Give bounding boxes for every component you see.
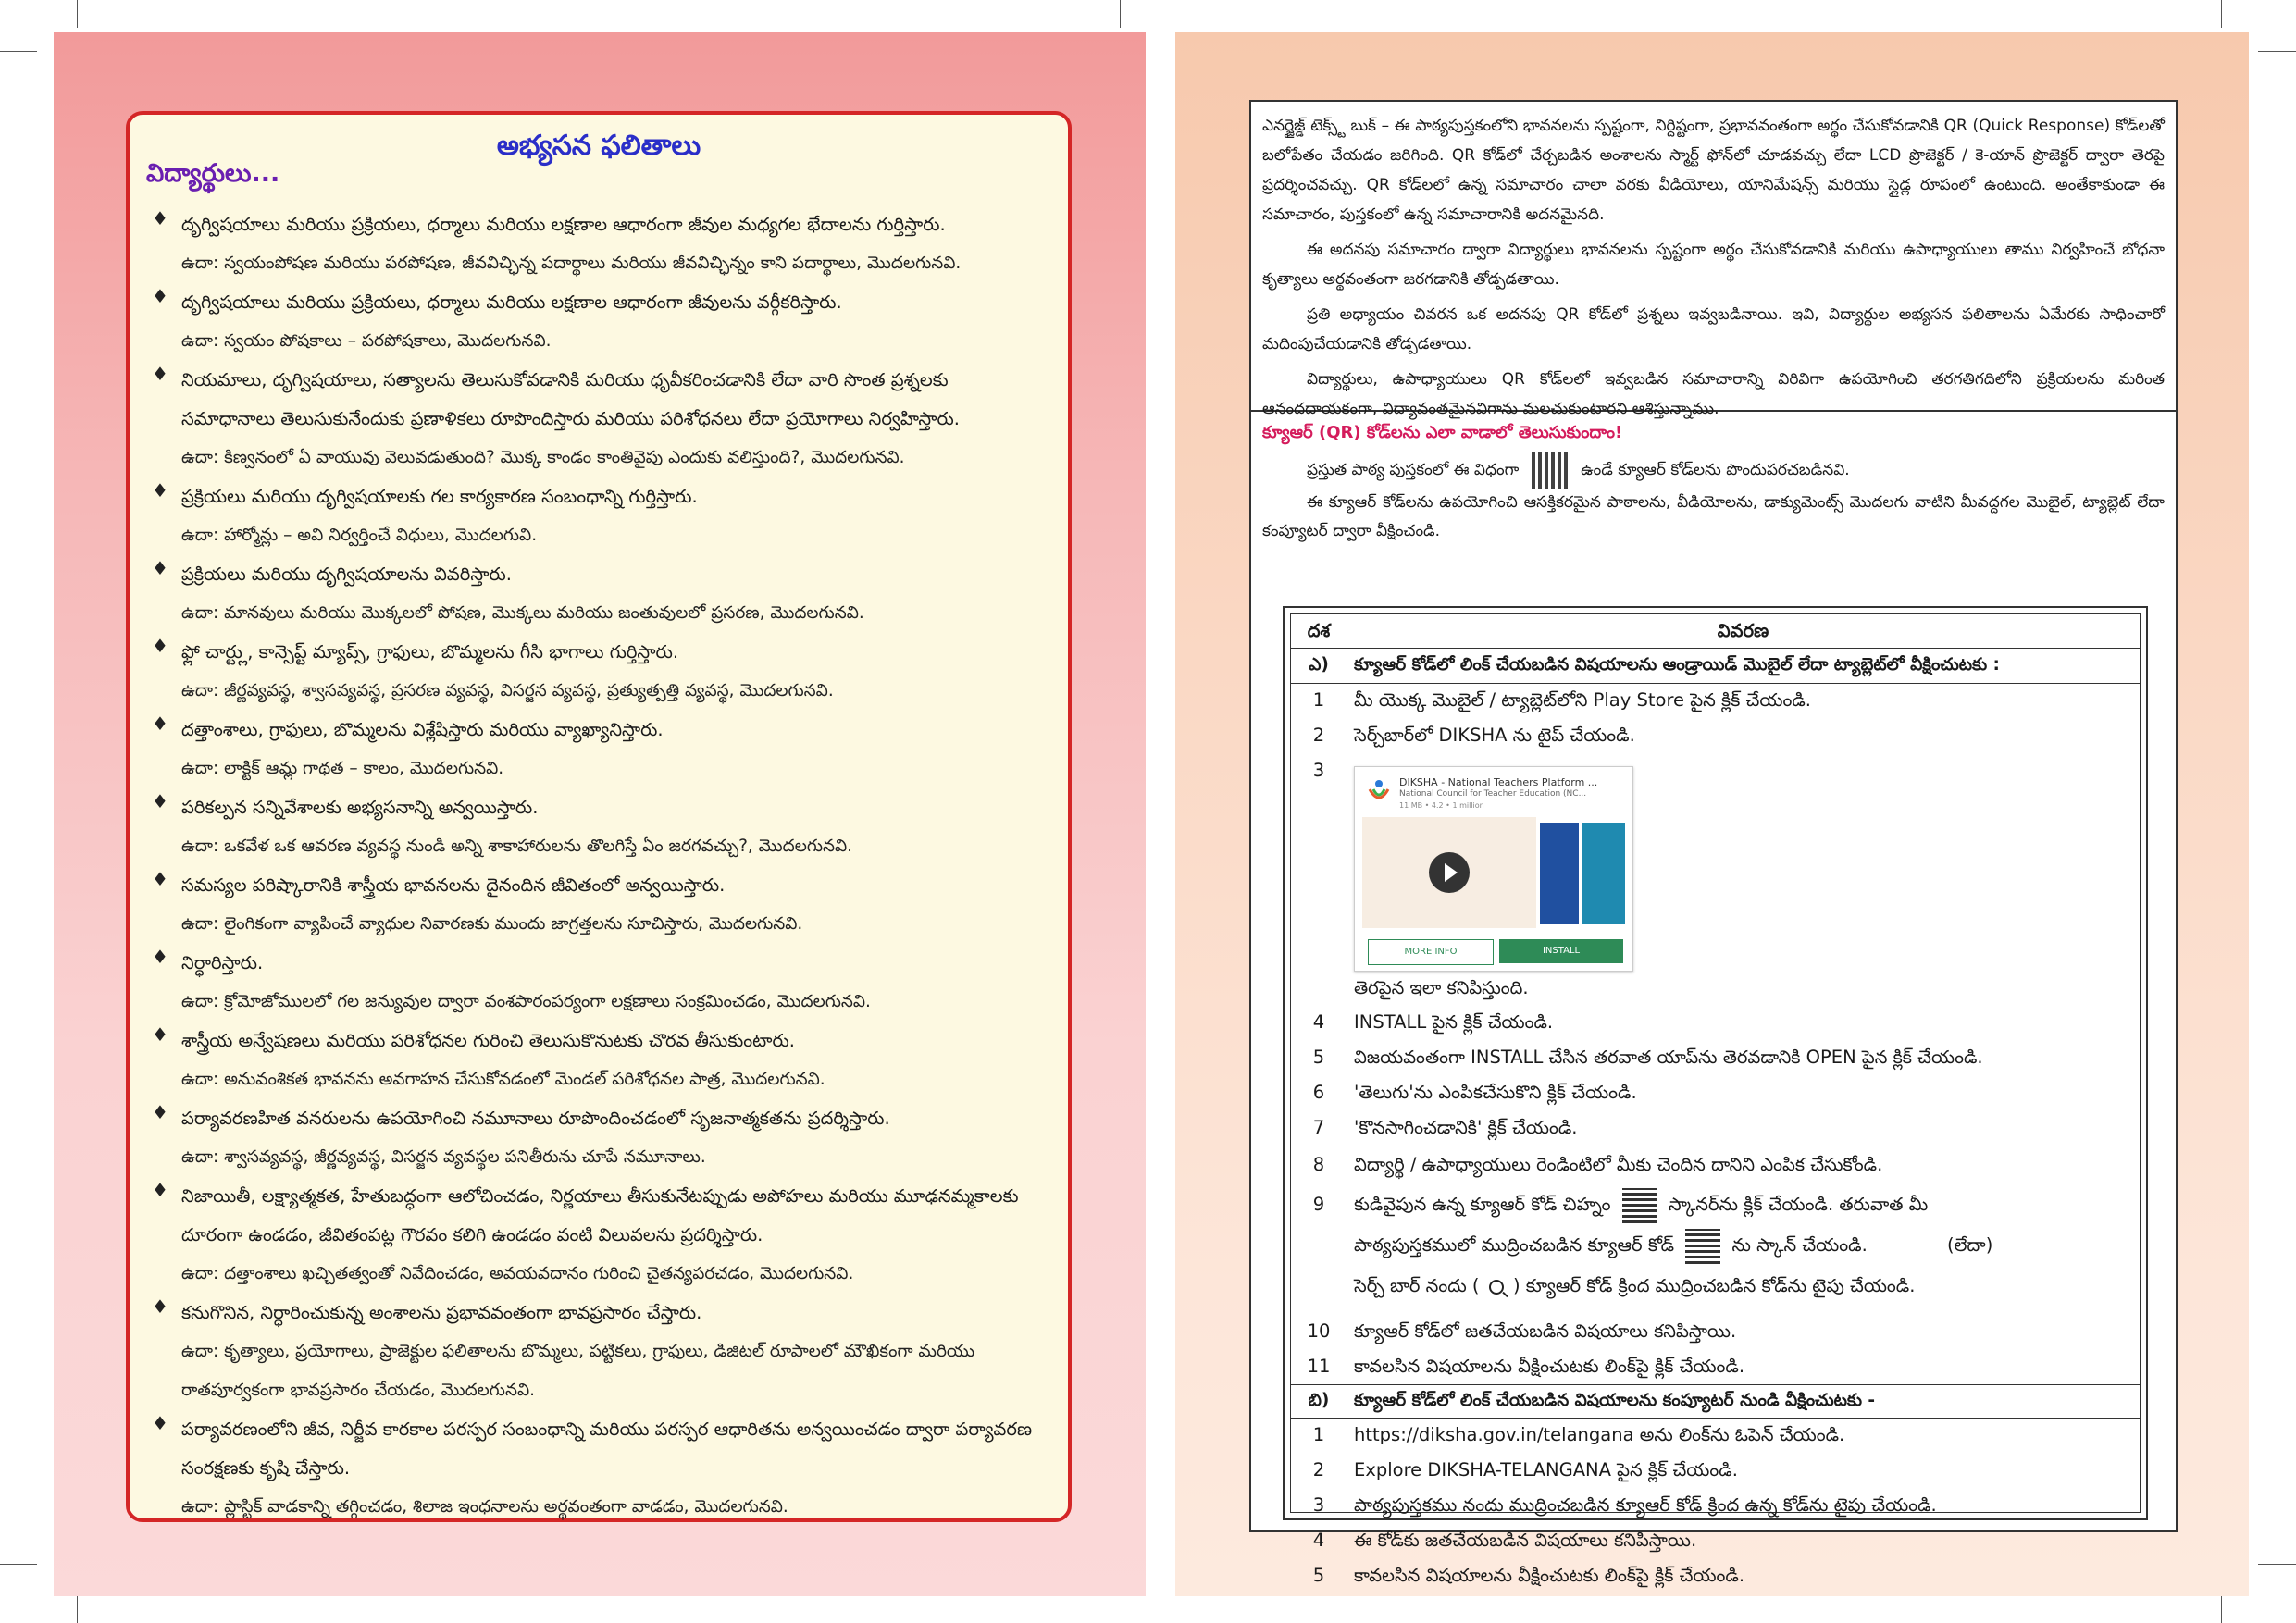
diamond-bullet-icon: ♦: [152, 1023, 168, 1046]
step-text: కావలసిన విషయాలను వీక్షించుటకు లింక్‌పై క్లిక్ చేయండి.: [1354, 1565, 1745, 1586]
outcome-item: [146, 1099, 1046, 1177]
step-text: https://diksha.gov.in/telangana అను లింక్‌ను ఓపెన్ చేయండి.: [1354, 1424, 1845, 1445]
steps-table: [1283, 606, 2148, 1586]
step-number: 9: [1312, 1194, 1325, 1215]
intro-paragraph: విద్యార్థులు, ఉపాధ్యాయులు QR కోడ్‌లలో ఇవ్వబడిన సమాచారాన్ని విరివిగా ఉపయోగించి తరగతిగదిలోని ప్రక్రియలను మరింత ఆనందదాయకంగా, విద్యావంతమైనవిగాను మలచుకుంటారని ఆశిస్తున్నాము.: [1262, 370, 2165, 418]
crop-mark: [0, 51, 37, 52]
outcome-example: ఉదా: ప్లాస్టిక్ వాడకాన్ని తగ్గించడం, శిలాజ ఇంధనాలను అర్థవంతంగా వాడడం, మొదలగునవి.: [181, 1497, 788, 1517]
step-number: 2: [1312, 1459, 1325, 1481]
app-video-preview: [1362, 817, 1536, 928]
outcome-item: [146, 361, 1046, 477]
outcome-text: ఫ్లో చార్ట్లు, కాన్సెప్ట్ మ్యాప్స్, గ్రాఫులు, బొమ్మలను గీసి భాగాలు గుర్తిస్తారు.: [181, 641, 679, 663]
crop-mark: [77, 0, 78, 28]
outcome-text: సమస్యల పరిష్కారానికి శాస్త్రీయ భావనలను దైనందిన జీవితంలో అన్వయిస్తారు.: [181, 874, 726, 896]
qr-heading: క్యూఆర్ (QR) కోడ్‌లను ఎలా వాడాలో తెలుసుకుందాం!: [1262, 423, 1623, 442]
left-page: [54, 32, 1146, 1596]
step9-line: [1354, 1266, 2132, 1307]
outcome-item: [146, 1294, 1046, 1410]
app-meta: 11 MB • 4.2 • 1 million: [1399, 801, 1484, 810]
outcome-example: ఉదా: స్వయంపోషణ మరియు పరపోషణ, జీవవిచ్ఛిన్న పదార్థాలు మరియు జీవవిచ్ఛిన్నం కాని పదార్థాలు, మొదలగునవి.: [181, 254, 962, 273]
step-text: 'తెలుగు'ను ఎంపికచేసుకొని క్లిక్ చేయండి.: [1354, 1082, 1637, 1103]
step-number: 5: [1312, 1565, 1325, 1586]
diamond-bullet-icon: ♦: [152, 207, 168, 229]
table-row: [1291, 1110, 2140, 1146]
outcome-item: [146, 283, 1046, 361]
table-header: [1291, 614, 2140, 649]
step-text: మీ యొక్క మొబైల్ / ట్యాబ్లెట్‌లోని Play Store పైన క్లిక్ చేయండి.: [1354, 689, 1811, 711]
diksha-logo-icon: [1366, 778, 1392, 804]
outcome-item: [146, 633, 1046, 711]
section-a-row: [1291, 648, 2140, 684]
section-title: క్యూఆర్ కోడ్‌లో లింక్ చేయబడిన విషయాలను కంప్యూటర్ నుండి వీక్షించుటకు -: [1354, 1391, 1876, 1410]
outcome-example: ఉదా: అనువంశికత భావనను అవగాహన చేసుకోవడంలో మెండల్ పరిశోధనల పాత్ర, మొదలగునవి.: [181, 1070, 825, 1089]
outcome-text: దృగ్విషయాలు మరియు ప్రక్రియలు, ధర్మాలు మరియు లక్షణాల ఆధారంగా జీవుల మధ్యగల భేదాలను గుర్తిస్తారు.: [181, 214, 946, 235]
play-icon: [1429, 852, 1470, 893]
step9-text: ను స్కాన్ చేయండి.: [1731, 1234, 1868, 1256]
outcome-text: కనుగొనిన, నిర్ధారించుకున్న అంశాలను ప్రభావవంతంగా భావప్రసారం చేస్తారు.: [181, 1302, 702, 1323]
step-text: సెర్చ్‌బార్‌లో DIKSHA ను టైప్ చేయండి.: [1354, 725, 1635, 746]
step-text: తెరపైన ఇలా కనిపిస్తుంది.: [1354, 977, 1529, 998]
step-text: విజయవంతంగా INSTALL చేసిన తరవాత యాప్‌ను తెరవడానికి OPEN పైన క్లిక్ చేయండి.: [1354, 1047, 1983, 1068]
step9-text: ) క్యూఆర్ కోడ్ క్రింద ముద్రించబడిన కోడ్‌ను టైపు చేయండి.: [1512, 1275, 1916, 1296]
outcome-example: ఉదా: కిణ్వనంలో ఏ వాయువు వెలువడుతుంది? మొక్క కాండం కాంతివైపు ఎందుకు వలిస్తుంది?, మొదలగునవి.: [181, 448, 905, 467]
outcome-item: [146, 205, 1046, 283]
step-text: విద్యార్థి / ఉపాధ్యాయులు రెండింటిలో మీకు చెందిన దానిని ఎంపిక చేసుకోండి.: [1354, 1154, 1883, 1175]
table-row: [1291, 1523, 2140, 1558]
outcome-item: [146, 477, 1046, 555]
outcome-example: ఉదా: దత్తాంశాలు ఖచ్చితత్వంతో నివేదించడం, అవయవదానం గురించి చైతన్యపరచడం, మొదలగునవి.: [181, 1264, 854, 1283]
outcome-item: [146, 711, 1046, 788]
table-row: [1291, 1349, 2140, 1385]
step-number: 1: [1312, 689, 1325, 711]
qr-code-icon: [1622, 1188, 1657, 1223]
table-row: [1291, 1075, 2140, 1110]
more-info-button: MORE INFO: [1368, 939, 1494, 965]
outcome-example: ఉదా: కృత్యాలు, ప్రయోగాలు, ప్రాజెక్టుల ఫలితాలను బొమ్మలు, పట్టికలు, గ్రాఫులు, డిజిటల్ రూపాలలో మౌఖికంగా మరియు రాతపూర్వకంగా భావప్రసారం చేయడం, మొదలగునవి.: [181, 1342, 975, 1400]
step-number: 10: [1307, 1320, 1331, 1342]
diamond-bullet-icon: ♦: [152, 712, 168, 735]
install-button: INSTALL: [1499, 939, 1623, 963]
step9-line: [1354, 1225, 2132, 1266]
col-header-description: వివరణ: [1717, 620, 1769, 641]
outcome-text: దృగ్విషయాలు మరియు ప్రక్రియలు, ధర్మాలు మరియు లక్షణాల ఆధారంగా జీవులను వర్గీకరిస్తారు.: [181, 291, 842, 313]
outcome-item: [146, 944, 1046, 1022]
table-row: [1291, 1488, 2140, 1523]
outcome-example: ఉదా: జీర్ణవ్యవస్థ, శ్వాసవ్యవస్థ, ప్రసరణ వ్యవస్థ, విసర్జన వ్యవస్థ, ప్రత్యుత్పత్తి వ్యవస్థ, మొదలగునవి.: [181, 681, 834, 700]
step-text: INSTALL పైన క్లిక్ చేయండి.: [1354, 1011, 1554, 1033]
diamond-bullet-icon: ♦: [152, 557, 168, 579]
table-row: [1291, 1040, 2140, 1075]
crop-mark: [2221, 0, 2222, 28]
outcome-text: నిర్ధారిస్తారు.: [181, 952, 264, 973]
step-number: 3: [1312, 760, 1325, 781]
diamond-bullet-icon: ♦: [152, 790, 168, 812]
outcome-item: [146, 866, 1046, 944]
learning-outcomes-box: [126, 111, 1072, 1522]
diamond-bullet-icon: ♦: [152, 285, 168, 307]
step-text: [1354, 1184, 2132, 1307]
outcome-example: ఉదా: స్వయం పోషకాలు – పరపోషకాలు, మొదలగునవి.: [181, 331, 552, 351]
outcome-list: [146, 205, 1046, 1527]
step9-text: పాఠ్యపుస్తకములో ముద్రించబడిన క్యూఆర్ కోడ్: [1354, 1234, 1675, 1256]
qr-paragraph: [1251, 452, 2176, 489]
diamond-bullet-icon: ♦: [152, 868, 168, 890]
step-text: పాఠ్యపుస్తకము నందు ముద్రించబడిన క్యూఆర్ కోడ్ క్రింద ఉన్న కోడ్‌ను టైపు చేయండి.: [1354, 1494, 1937, 1516]
search-icon: [1489, 1280, 1504, 1295]
step-text: ఈ కోడ్‌కు జతచేయబడిన విషయాలు కనిపిస్తాయి.: [1354, 1530, 1697, 1551]
outcome-example: ఉదా: లైంగికంగా వ్యాపించే వ్యాధుల నివారణకు ముందు జాగ్రత్తలను సూచిస్తారు, మొదలగునవి.: [181, 914, 803, 934]
table-row: [1291, 1184, 2140, 1314]
diamond-bullet-icon: ♦: [152, 363, 168, 385]
qr-paragraph: ఈ క్యూఆర్ కోడ్‌లను ఉపయోగించి ఆసక్తికరమైన పాఠాలను, వీడియోలను, డాక్యుమెంట్స్ మొదలగు వాటిని మీవద్దగల మొబైల్, ట్యాబ్లెట్ లేదా కంప్యూటర్ ద్వారా వీక్షించండి.: [1262, 493, 2165, 540]
outcome-example: ఉదా: మానవులు మరియు మొక్కలలో పోషణ, మొక్కలు మరియు జంతువులలో ప్రసరణ, మొదలగునవి.: [181, 603, 864, 623]
step-text: Explore DIKSHA-TELANGANA పైన క్లిక్ చేయండి.: [1354, 1459, 1738, 1481]
step-number: 6: [1312, 1082, 1325, 1103]
table-row: [1291, 718, 2140, 753]
outcome-text: దత్తాంశాలు, గ్రాఫులు, బొమ్మలను విశ్లేషిస్తారు మరియు వ్యాఖ్యానిస్తారు.: [181, 719, 664, 740]
step-number: 7: [1312, 1117, 1325, 1138]
section-title: క్యూఆర్ కోడ్‌లో లింక్ చేయబడిన విషయాలను ఆండ్రాయిడ్ మొబైల్ లేదా ట్యాబ్లెట్‌లో వీక్షించుటకు :: [1354, 655, 2000, 675]
table-row: [1291, 1146, 2140, 1184]
diamond-bullet-icon: ♦: [152, 635, 168, 657]
step9-text: సెర్చ్ బార్ నందు (: [1354, 1275, 1480, 1296]
steps-table-inner: [1290, 613, 2141, 1586]
intro-paragraph: ప్రతి అధ్యాయం చివరన ఒక అదనపు QR కోడ్‌లో ప్రశ్నలు ఇవ్వబడినాయి. ఇవి, విద్యార్థుల అభ్యసన ఫలితాలను ఏమేరకు సాధించారో మదింపుచేయడానికి తోడ్పడతాయి.: [1262, 305, 2165, 353]
qr-text: ప్రస్తుత పాఠ్య పుస్తకంలో ఈ విధంగా: [1307, 461, 1520, 479]
crop-mark: [2258, 1564, 2296, 1565]
crop-mark: [2221, 1596, 2222, 1623]
intro-paragraph: ఎనర్జైజ్డ్ టెక్స్ట్ బుక్ – ఈ పాఠ్యపుస్తకంలోని భావనలను స్పష్టంగా, నిర్దిష్టంగా, ప్రభావవంతంగా అర్థం చేసుకోవడానికి QR (Quick Response) కోడ్‌లతో బలోపేతం చేయడం జరిగింది. QR కోడ్‌లో చేర్చబడిన అంశాలను స్మార్ట్ ఫోన్‌లో చూడవచ్చు లేదా LCD ప్రొజెక్టర్ / కె-యాన్ ప్రొజెక్టర్ ద్వారా తెరపై ప్రదర్శించవచ్చు. QR కోడ్‌లలో ఉన్న సమాచారం చాలా వరకు వీడియోలు, యానిమేషన్స్ మరియు స్లైడ్ల రూపంలో ఉంటుంది. అంతేకాకుండా ఈ సమాచారం, పుస్తకంలో ఉన్న సమాచారానికి అదనమైనది.: [1262, 117, 2165, 224]
screenshot-thumbnail: [1582, 823, 1625, 924]
step9-line: [1354, 1184, 2132, 1225]
outcome-text: పర్యావరణహిత వనరులను ఉపయోగించి నమూనాలు రూపొందించడంలో సృజనాత్మకతను ప్రదర్శిస్తారు.: [181, 1108, 890, 1129]
screenshot-thumbnail: [1540, 823, 1579, 924]
step-text: 'కొనసాగించడానికి' క్లిక్ చేయండి.: [1354, 1117, 1578, 1138]
crop-mark: [1120, 0, 1121, 28]
crop-mark: [77, 1596, 78, 1623]
diamond-bullet-icon: ♦: [152, 1295, 168, 1318]
step-text: క్యూఆర్ కోడ్‌లో జతచేయబడిన విషయాలు కనిపిస్తాయి.: [1354, 1320, 1737, 1342]
qr-info-box: [1249, 100, 2178, 1586]
crop-mark: [2258, 51, 2296, 52]
step-number: 4: [1312, 1530, 1325, 1551]
crop-mark: [0, 1564, 37, 1565]
page-title: అభ్యసన ఫలితాలు: [496, 130, 701, 162]
table-row: [1291, 1558, 2140, 1593]
table-row: [1291, 1453, 2140, 1488]
outcome-item: [146, 1022, 1046, 1099]
table-row: [1291, 1418, 2140, 1453]
table-row: [1291, 753, 2140, 1005]
subtitle: విద్యార్థులు...: [146, 159, 280, 188]
section-b-row: [1291, 1384, 2140, 1419]
step-number: 11: [1307, 1356, 1331, 1377]
section-label: ఎ): [1309, 655, 1329, 675]
app-publisher: National Council for Teacher Education (NC...: [1399, 789, 1587, 799]
outcome-text: ప్రక్రియలు మరియు దృగ్విషయాలకు గల కార్యకారణ సంబంధాన్ని గుర్తిస్తారు.: [181, 486, 698, 507]
diamond-bullet-icon: ♦: [152, 946, 168, 968]
step9-text: స్కానర్‌ను క్లిక్ చేయండి. తరువాత మీ: [1668, 1194, 1929, 1215]
intro-section: [1251, 102, 2176, 418]
outcome-item: [146, 555, 1046, 633]
step-number: 1: [1312, 1424, 1325, 1445]
step-number: 4: [1312, 1011, 1325, 1033]
table-row: [1291, 1005, 2140, 1040]
outcome-text: నియమాలు, దృగ్విషయాలు, సత్యాలను తెలుసుకోవడానికి మరియు ధృవీకరించడానికి లేదా వారి సొంత ప్రశ్నలకు సమాధానాలు తెలుసుకునేందుకు ప్రణాళికలు రూపొందిస్తారు మరియు పరిశోధనలు లేదా ప్రయోగాలు నిర్వహిస్తారు.: [181, 369, 960, 429]
diamond-bullet-icon: ♦: [152, 1412, 168, 1434]
table-row: [1291, 1314, 2140, 1349]
step-number: 2: [1312, 725, 1325, 746]
step-number: 3: [1312, 1494, 1325, 1516]
outcome-item: [146, 1177, 1046, 1294]
section-label: బి): [1308, 1391, 1330, 1410]
diksha-app-card: [1354, 766, 1633, 972]
outcome-text: నిజాయితీ, లక్ష్యాత్మకత, హేతుబద్ధంగా ఆలోచించడం, నిర్ణయాలు తీసుకునేటప్పుడు అపోహలు మరియు మూఢనమ్మకాలకు దూరంగా ఉండడం, జీవితంపట్ల గౌరవం కలిగి ఉండడం వంటి విలువలను ప్రదర్శిస్తారు.: [181, 1185, 1019, 1245]
qr-code-icon: [1685, 1229, 1720, 1264]
qr-code-icon: [1532, 452, 1569, 489]
outcome-text: శాస్త్రీయ అన్వేషణలు మరియు పరిశోధనల గురించి తెలుసుకొనుటకు చొరవ తీసుకుంటారు.: [181, 1030, 795, 1051]
outcome-example: ఉదా: లాక్టిక్ ఆమ్ల గాథత – కాలం, మొదలగునవి.: [181, 759, 504, 778]
table-row: [1291, 683, 2140, 718]
intro-paragraph: ఈ అదనపు సమాచారం ద్వారా విద్యార్థులు భావనలను స్పష్టంగా అర్థం చేసుకోవడానికి మరియు ఉపాధ్యాయులు తాము నిర్వహించే బోధనా కృత్యాలు అర్థవంతంగా జరగడానికి తోడ్పడతాయి.: [1262, 241, 2165, 289]
app-title: DIKSHA - National Teachers Platform ...: [1399, 776, 1598, 788]
outcome-text: పర్యావరణంలోని జీవ, నిర్జీవ కారకాల పరస్పర సంబంధాన్ని మరియు పరస్పర ఆధారితను అన్వయించడం ద్వారా పర్యావరణ సంరక్షణకు కృషి చేస్తారు.: [181, 1419, 1033, 1479]
step-number: 8: [1312, 1154, 1325, 1175]
outcome-text: పరికల్పన సన్నివేశాలకు అభ్యసనాన్ని అన్వయిస్తారు.: [181, 797, 539, 818]
outcome-example: ఉదా: శ్వాసవ్యవస్థ, జీర్ణవ్యవస్థ, విసర్జన వ్యవస్థల పనితీరును చూపే నమూనాలు.: [181, 1147, 706, 1167]
step9-or: (లేదా): [1946, 1234, 1993, 1256]
outcome-example: ఉదా: ఒకవేళ ఒక ఆవరణ వ్యవస్థ నుండి అన్ని శాకాహారులను తొలగిస్తే ఏం జరగవచ్చు?, మొదలగునవి.: [181, 836, 853, 856]
step-text: కావలసిన విషయాలను వీక్షించుటకు లింక్‌పై క్లిక్ చేయండి.: [1354, 1356, 1745, 1377]
diamond-bullet-icon: ♦: [152, 1101, 168, 1123]
outcome-example: ఉదా: హార్మోన్లు – అవి నిర్వర్తించే విధులు, మొదలగువి.: [181, 526, 538, 545]
outcome-text: ప్రక్రియలు మరియు దృగ్విషయాలను వివరిస్తారు.: [181, 564, 512, 585]
outcome-example: ఉదా: క్రోమోజోములలో గల జన్యువుల ద్వారా వంశపారంపర్యంగా లక్షణాలు సంక్రమించడం, మొదలగునవి.: [181, 992, 871, 1011]
outcome-item: [146, 788, 1046, 866]
diamond-bullet-icon: ♦: [152, 479, 168, 502]
step-number: 5: [1312, 1047, 1325, 1068]
qr-text: ఉండే క్యూఆర్ కోడ్‌లను పొందుపరచబడినవి.: [1581, 461, 1850, 479]
outcome-item: [146, 1410, 1046, 1527]
col-header-step: దశ: [1307, 620, 1331, 641]
step9-text: కుడివైపున ఉన్న క్యూఆర్ కోడ్ చిహ్నం: [1354, 1194, 1611, 1215]
right-page: [1175, 32, 2249, 1596]
diamond-bullet-icon: ♦: [152, 1179, 168, 1201]
